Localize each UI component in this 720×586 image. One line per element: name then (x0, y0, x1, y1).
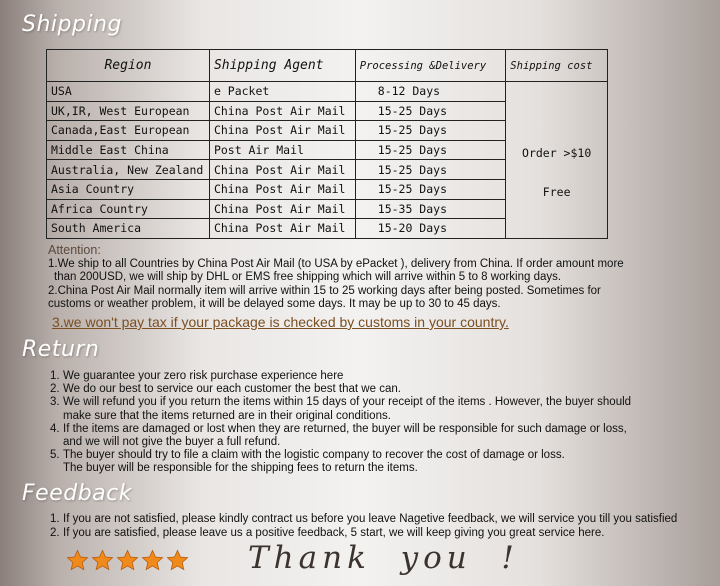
return-list (50, 370, 690, 476)
list-item (50, 423, 690, 449)
header-agent: Shipping Agent (209, 50, 355, 82)
days-cell: 8-12 Days (355, 82, 506, 102)
item-text: The buyer should try to file a claim with the logistic company to recover the cost of damage or loss. (63, 449, 565, 462)
item-text: make sure that the items returned are in their original conditions. (63, 409, 391, 422)
attention-block (48, 244, 688, 312)
attention-line: 2.China Post Air Mail normally item will arrive within 15 to 25 working days after being posted. Sometimes for (48, 284, 601, 297)
attention-line: customs or weather problem, it will be delayed some days. It may be up to 30 to 45 days. (48, 298, 501, 310)
region-cell: Australia, New Zealand (47, 160, 210, 180)
item-number: 5. (50, 449, 60, 462)
region-cell: Canada,East European (47, 121, 210, 141)
region-cell: South America (47, 219, 210, 239)
shipping-table-header (47, 50, 608, 82)
item-number: 4. (50, 422, 60, 435)
agent-cell: China Post Air Mail (209, 219, 355, 239)
header-region: Region (47, 50, 210, 82)
agent-cell: China Post Air Mail (209, 160, 355, 180)
days-cell: 15-25 Days (355, 179, 506, 199)
agent-cell: e Packet (209, 82, 355, 102)
attention-heading: Attention: (48, 243, 101, 257)
star-icon (91, 549, 114, 572)
cost-condition: Order >$10 (522, 146, 592, 160)
header-processing: Processing &Delivery (355, 50, 506, 82)
region-cell: Africa Country (47, 199, 210, 219)
item-number: 2. (50, 383, 60, 396)
list-item (50, 512, 690, 526)
shipping-title: Shipping (22, 12, 122, 37)
days-cell: 15-25 Days (355, 160, 506, 180)
feedback-list (50, 512, 690, 540)
item-number: 3. (50, 396, 60, 409)
agent-cell: China Post Air Mail (209, 121, 355, 141)
agent-cell: China Post Air Mail (209, 199, 355, 219)
attention-line: than 200USD, we will ship by DHL or EMS free shipping which will arrive within 5 to 8 working days. (54, 271, 562, 283)
item-number: 1. (50, 370, 60, 382)
cost-value: Free (542, 185, 571, 199)
days-cell: 15-25 Days (355, 140, 506, 160)
list-item (50, 396, 690, 422)
item-text: If the items are damaged or lost when they are returned, the buyer will be responsible for such damage or loss, (63, 422, 627, 435)
thank-you-text: Thank you ! (248, 540, 519, 576)
shipping-cost-cell (506, 82, 608, 239)
header-cost: Shipping cost (506, 50, 608, 82)
region-cell: USA (47, 82, 210, 102)
region-cell: Asia Country (47, 179, 210, 199)
days-cell: 15-25 Days (355, 121, 506, 141)
star-icon (141, 549, 164, 572)
list-item (50, 383, 690, 396)
item-number: 2. (50, 527, 60, 539)
days-cell: 15-25 Days (355, 101, 506, 121)
return-title: Return (22, 337, 100, 362)
star-icon (116, 549, 139, 572)
days-cell: 15-35 Days (355, 199, 506, 219)
tax-note: 3.we won't pay tax if your package is checked by customs in your country. (52, 314, 509, 330)
item-text: If you are not satisfied, please kindly contract us before you leave Nagetive feedback, we will service you till you satisfied (63, 513, 678, 525)
item-number: 1. (50, 513, 60, 525)
agent-cell: China Post Air Mail (209, 179, 355, 199)
attention-line: 1.We ship to all Countries by China Post Air Mail (to USA by ePacket ), delivery from China. If order amount more (48, 257, 624, 270)
item-text: We guarantee your zero risk purchase experience here (63, 370, 344, 382)
star-icon (66, 549, 89, 572)
region-cell: Middle East China (47, 140, 210, 160)
item-text: If you are satisfied, please leave us a positive feedback, 5 start, we will keep giving you great service here. (63, 527, 605, 539)
item-text: We will refund you if you return the items within 15 days of your receipt of the items . However, the buyer should (63, 396, 632, 409)
item-text: and we will not give the buyer a full refund. (63, 436, 281, 449)
list-item (50, 526, 690, 540)
list-item (50, 449, 690, 475)
agent-cell: Post Air Mail (209, 140, 355, 160)
table-row (47, 82, 608, 102)
item-text: We do our best to service our each customer the best that we can. (63, 383, 401, 396)
region-cell: UK,IR, West European (47, 101, 210, 121)
days-cell: 15-20 Days (355, 219, 506, 239)
list-item (50, 370, 690, 383)
star-icon (166, 549, 189, 572)
feedback-title: Feedback (22, 481, 132, 506)
agent-cell: China Post Air Mail (209, 101, 355, 121)
shipping-table (46, 49, 608, 239)
rating-stars (66, 549, 189, 572)
item-text: The buyer will be responsible for the shipping fees to return the items. (63, 462, 418, 475)
